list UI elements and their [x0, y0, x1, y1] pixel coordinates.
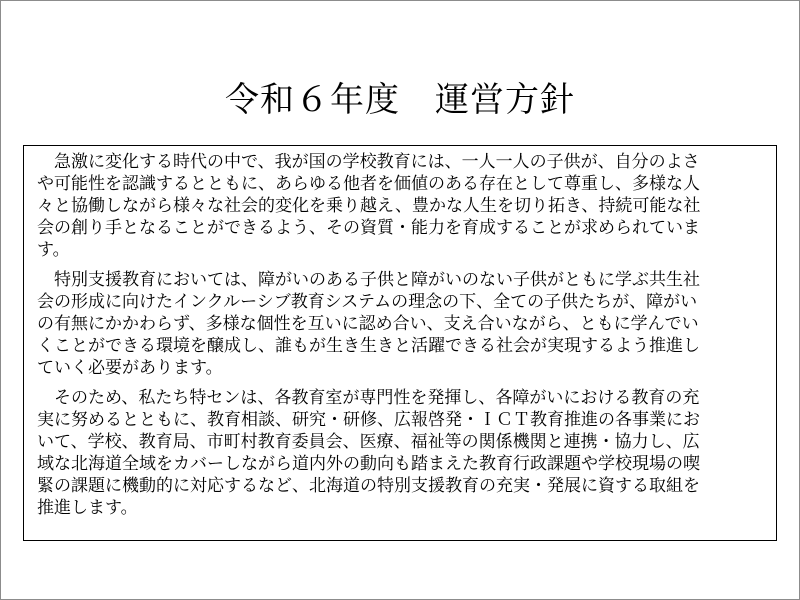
paragraph-line: そのため、私たち特センは、各教育室が専門性を発揮し、各障がいにおける教育の充 [37, 388, 700, 408]
paragraph-line: す。 [37, 240, 70, 260]
paragraph-line: ていく必要があります。 [37, 358, 223, 378]
paragraph-line: 急激に変化する時代の中で、我が国の学校教育には、一人一人の子供が、自分のよさ [37, 152, 700, 172]
paragraph-line: 域な北海道全域をカバーしながら道内外の動向も踏まえた教育行政課題や学校現場の喫 [37, 454, 700, 474]
paragraph-line: 緊の課題に機動的に対応するなど、北海道の特別支援教育の充実・発展に資する取組を [37, 476, 700, 496]
paragraph-line: 々と協働しながら様々な社会的変化を乗り越え、豊かな人生を切り拓き、持続可能な社 [37, 196, 701, 216]
paragraph-line: 実に努めるとともに、教育相談、研究・研修、広報啓発・ＩＣＴ教育推進の各事業にお [37, 410, 700, 430]
slide-title: 令和６年度 運営方針 [225, 80, 575, 120]
paragraph-line: の有無にかかわらず、多様な個性を互いに認め合い、支え合いながら、ともに学んでい [37, 314, 699, 334]
paragraph-line: 会の形成に向けたインクルーシブ教育システムの理念の下、全ての子供たちが、障がい [37, 292, 698, 312]
paragraph-line: 会の創り手となることができるよう、その資質・能力を育成することが求められていま [37, 218, 700, 238]
paragraph-line: 推進します。 [37, 498, 138, 518]
paragraph-line: 特別支援教育においては、障がいのある子供と障がいのない子供がともに学ぶ共生社 [37, 270, 700, 290]
paragraph-line: や可能性を認識するとともに、あらゆる他者を価値のある存在として尊重し、多様な人 [37, 174, 700, 194]
paragraph-line: くことができる環境を醸成し、誰もが生き生きと活躍できる社会が実現するよう推進し [37, 336, 700, 356]
policy-text-box [23, 145, 777, 541]
paragraph-line: いて、学校、教育局、市町村教育委員会、医療、福祉等の関係機関と連携・協力し、広 [37, 432, 700, 452]
